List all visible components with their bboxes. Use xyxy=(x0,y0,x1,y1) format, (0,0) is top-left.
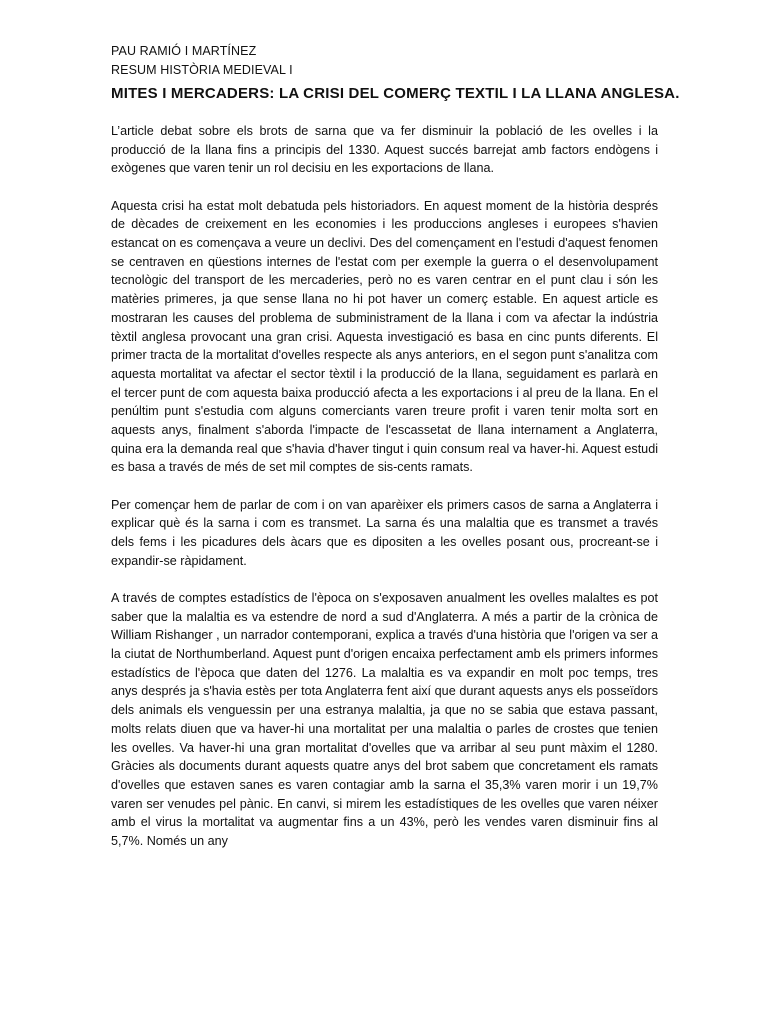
paragraph-spread-statistics: A través de comptes estadístics de l'època on s'exposaven anualment les ovelles malaltes es pot saber que la malaltia es va estendre de nord a sud d'Anglaterra. A més a partir de la crònica de William Rishanger , un narrador contemporani, explica a través d'una història que l'origen va ser a la ciutat de Northumberland. Aquest punt d'origen encaixa perfectament amb els primers informes estadístics de l'època que daten del 1276. La malaltia es va expandir en molt poc temps, tres anys després ja s'havia estès per tota Anglaterra fent així que durant aquests anys els posseïdors dels animals els venguessin per una estranya malaltia, ja que no se sabia que estava passant, molts relats diuen que va haver-hi una mortalitat per una malaltia o parles de crostes que tenien les ovelles. Va haver-hi una gran mortalitat d'ovelles que va arribar al seu punt màxim el 1280. Gràcies als documents durant aquests quatre anys del brot sabem que concretament els ramats d'ovelles que estaven sanes es varen contagiar amb la sarna el 35,3% varen morir i un 19,7% varen ser venudes pel pànic. En canvi, si mirem les estadístiques de les ovelles que varen néixer amb el virus la mortalitat va augmentar fins a un 43%, però les vendes varen disminuir fins al 5,7%. Només un any xyxy=(111,590,658,849)
paragraph-introduction: L’article debat sobre els brots de sarna que va fer disminuir la població de les ovelles i la producció de la llana fins a principis del 1330. Aquest succés barrejat amb factors endògens i exògenes que varen tenir un rol decisiu en les exportacions de llana. xyxy=(111,124,658,176)
document-title: MITES I MERCADERS: LA CRISI DEL COMERÇ TEXTIL I LA LLANA ANGLESA. xyxy=(111,85,680,102)
document-page xyxy=(111,42,680,851)
paragraph-scab-definition: Per començar hem de parlar de com i on van aparèixer els primers casos de sarna a Anglaterra i explicar què és la sarna i com es transmet. La sarna és una malaltia que es transmet a través dels fems i les picadures dels àcars que es dipositen a les ovelles posant ous, procreant-se i expandir-se ràpidament. xyxy=(111,497,658,568)
course-name: RESUM HISTÒRIA MEDIEVAL I xyxy=(111,63,293,77)
paragraph-crisis-debate: Aquesta crisi ha estat molt debatuda pels historiadors. En aquest moment de la història després de dècades de creixement en les economies i les produccions angleses i europees s'havien estancat on es començava a veure un declivi. Des del començament en l'estudi d'aquest fenomen se centraven en qüestions internes de l'estat com per exemple la guerra o el desenvolupament tecnològic del transport de les mercaderies, però no es varen centrar en el punt clau i són les matèries primeres, ja que sense llana no hi pot haver un comerç estable. En aquest article es mostraran les causes del problema de subministrament de la llana i com va afectar la indústria tèxtil anglesa provocant una gran crisi. Aquesta investigació es basa en cinc punts diferents. El primer tracta de la mortalitat d'ovelles respecte als anys anteriors, en el segon punt s'analitza com aquesta mortalitat va afectar el sector tèxtil i la producció de la llana, seguidament es parlarà en el tercer punt de com aquesta baixa producció afecta a les exportacions i al preu de la llana. En el penúltim punt s'estudia com alguns comerciants varen treure profit i varen tenir molta sort en aquests anys, finalment s'aborda l'impacte de l'escassetat de llana internament a Anglaterra, quina era la demanda real que s'havia d'haver tingut i quin consum real va haver-hi. Aquest estudi es basa a través de més de set mil comptes de sis-cents ramats. xyxy=(111,198,658,475)
document-body xyxy=(111,122,658,851)
author-name: PAU RAMIÓ I MARTÍNEZ xyxy=(111,44,257,58)
